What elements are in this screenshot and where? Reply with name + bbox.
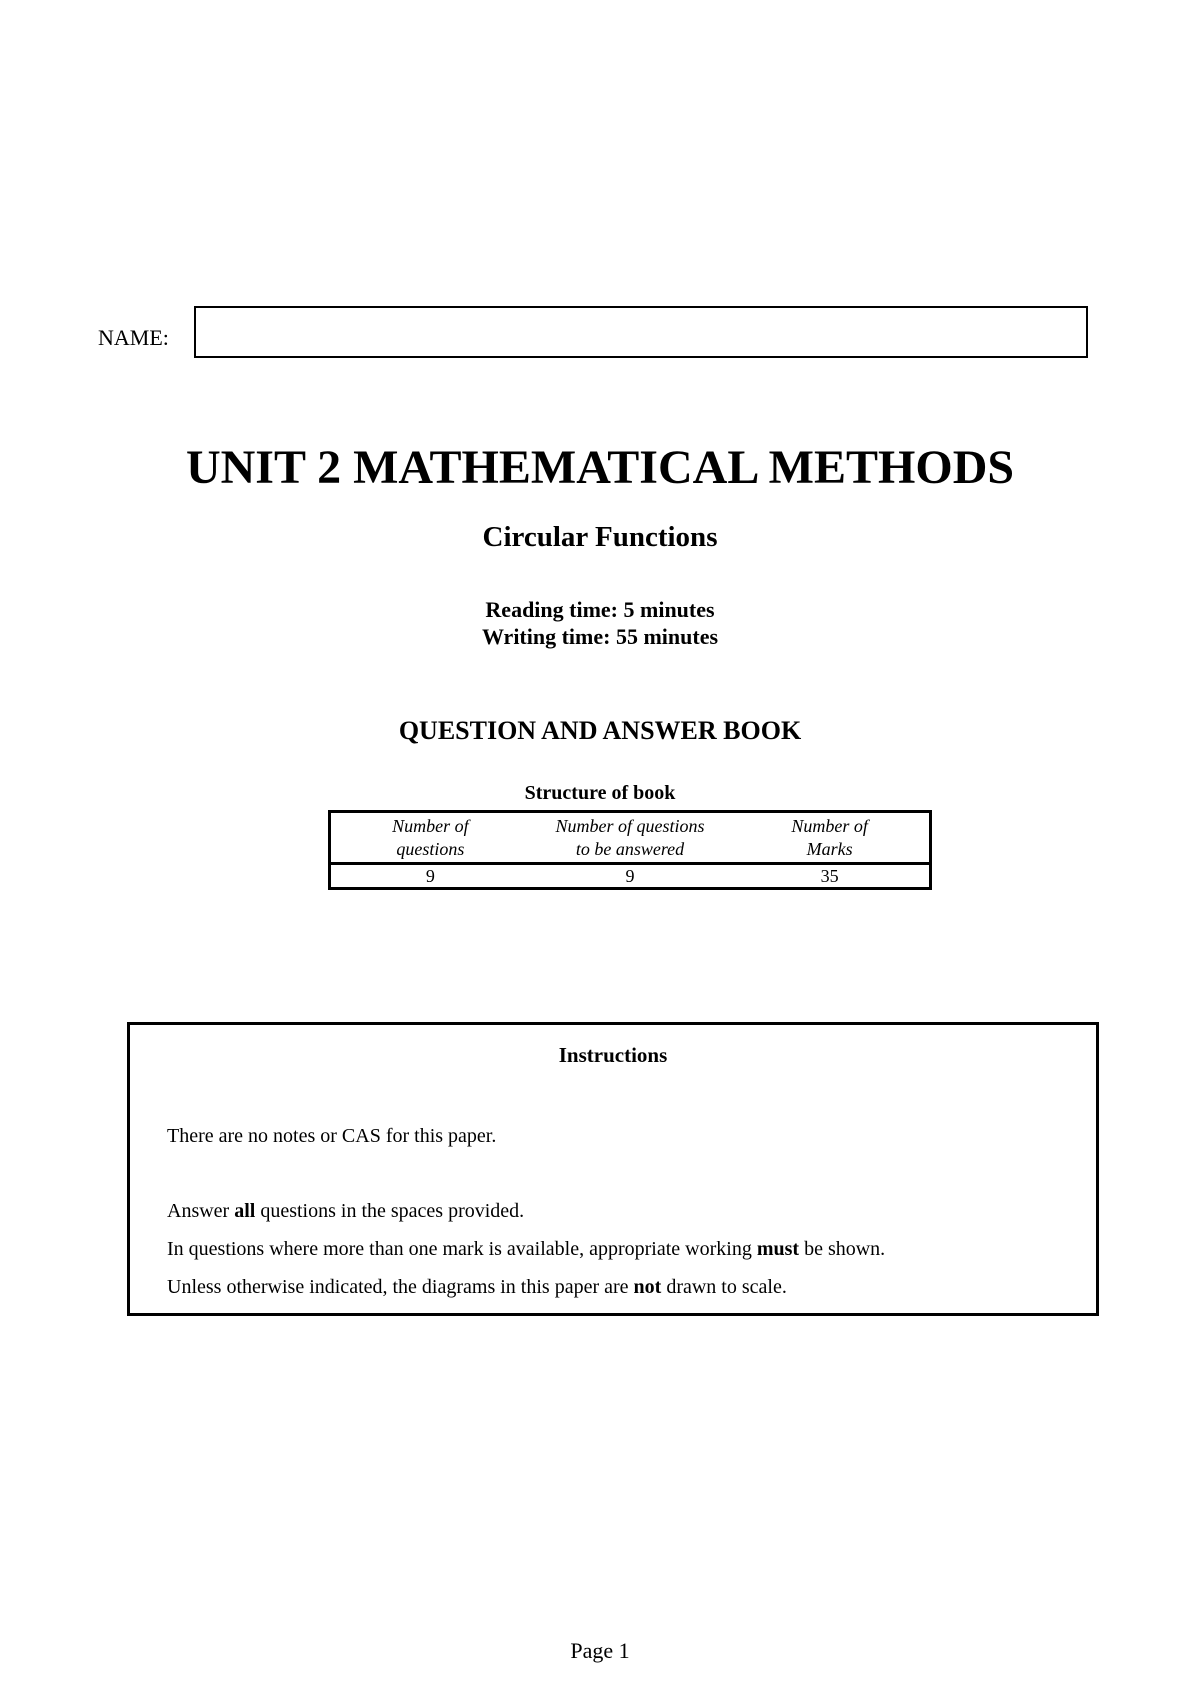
instructions-box xyxy=(127,1022,1099,1316)
cell-questions-count: 9 xyxy=(425,866,435,886)
structure-table xyxy=(328,810,932,890)
exam-subtitle: Circular Functions xyxy=(482,521,718,553)
exam-title: UNIT 2 MATHEMATICAL METHODS xyxy=(185,441,1015,494)
reading-time: Reading time: 5 minutes xyxy=(485,597,715,622)
instruction-answer-all: Answer all questions in the spaces provided. xyxy=(167,1200,525,1222)
name-label: NAME: xyxy=(98,325,169,350)
writing-time: Writing time: 55 minutes xyxy=(481,624,719,649)
structure-header-row xyxy=(330,812,931,864)
header-number-of-marks: Number of Marks xyxy=(730,812,930,864)
instruction-no-notes: There are no notes or CAS for this paper. xyxy=(167,1125,497,1147)
instructions-heading: Instructions xyxy=(558,1043,668,1067)
header-questions-to-answer: Number of questions to be answered xyxy=(530,812,730,864)
structure-heading: Structure of book xyxy=(524,782,676,804)
cell-marks-count: 35 xyxy=(820,866,839,886)
table-row xyxy=(330,864,931,889)
book-heading: QUESTION AND ANSWER BOOK xyxy=(398,716,802,745)
name-input-box[interactable] xyxy=(194,306,1088,358)
instruction-working-shown: In questions where more than one mark is available, appropriate working must be shown. xyxy=(167,1238,886,1260)
cell-answered-count: 9 xyxy=(625,866,635,886)
page-number: Page 1 xyxy=(570,1638,630,1663)
instruction-not-to-scale: Unless otherwise indicated, the diagrams in this paper are not drawn to scale. xyxy=(167,1276,787,1298)
header-number-of-questions: Number of questions xyxy=(330,812,530,864)
